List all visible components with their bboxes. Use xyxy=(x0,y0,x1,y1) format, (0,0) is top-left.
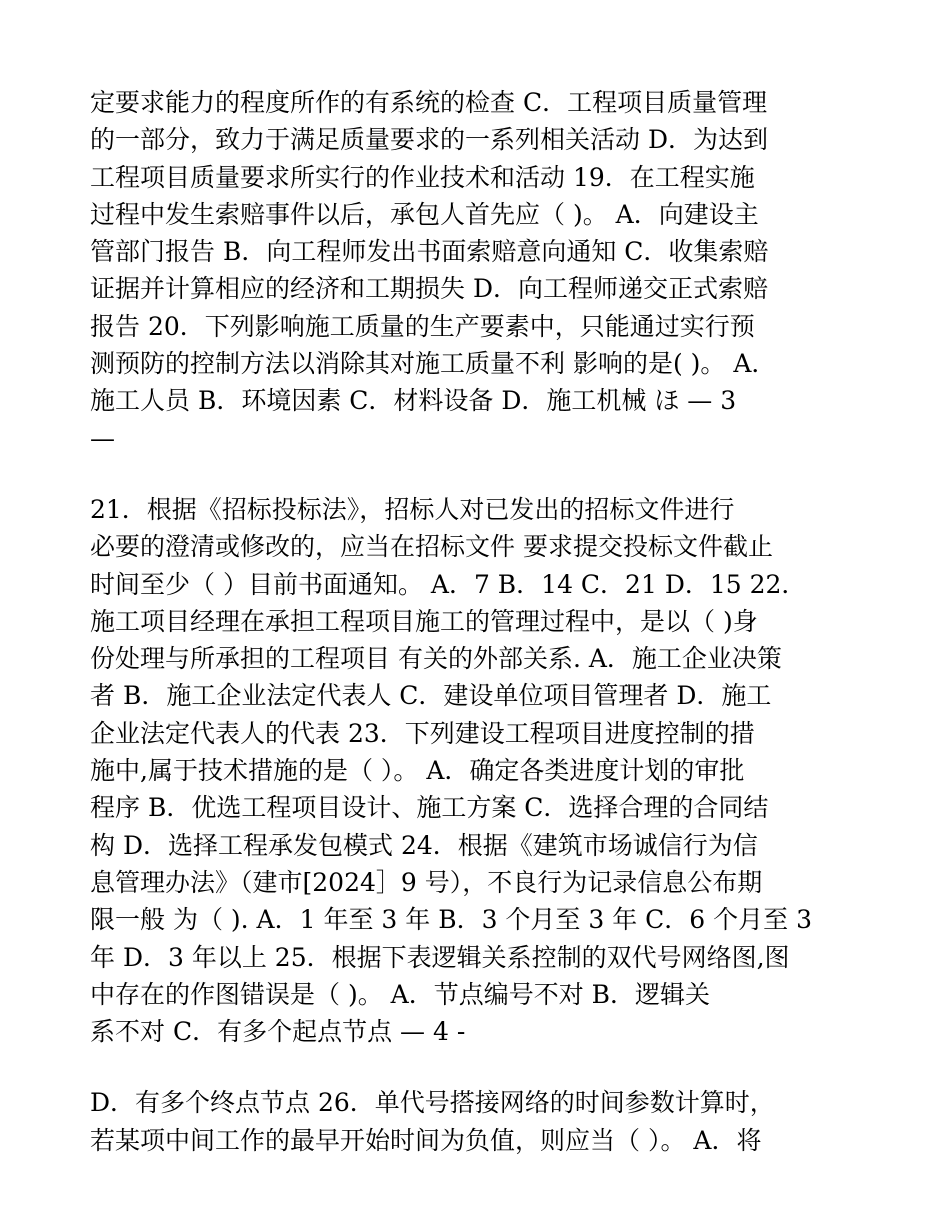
text-line: 过程中发生索赔事件以后，承包人首先应（ )。 A．向建设主 xyxy=(90,199,759,229)
text-line: 工程项目质量要求所实行的作业技术和活动 19．在工程实施 xyxy=(90,162,755,192)
text-block-1 xyxy=(90,84,870,457)
paragraph-gap xyxy=(90,457,870,491)
text-line: 21．根据《招标投标法》，招标人对已发出的招标文件进行 xyxy=(90,494,735,524)
text-line: D．有多个终点节点 26．单代号搭接网络的时间参数计算时， xyxy=(90,1088,775,1118)
text-line: 份处理与所承担的工程项目 有关的外部关系. A．施工企业决策 xyxy=(90,644,782,674)
text-block-3 xyxy=(90,1084,870,1159)
text-line: 时间至少（ ）目前书面通知。 A．7 B．14 C．21 D．15 22． xyxy=(90,569,807,599)
paragraph-gap xyxy=(90,1050,870,1084)
text-line: 报告 20．下列影响施工质量的生产要素中，只能通过实行预 xyxy=(90,311,755,341)
page-number-footer: — xyxy=(90,423,115,453)
text-line: 构 D．选择工程承发包模式 24．根据《建筑市场诚信行为信 xyxy=(90,830,758,860)
text-line: 管部门报告 B．向工程师发出书面索赔意向通知 C．收集索赔 xyxy=(90,237,769,267)
text-line: 系不对 C．有多个起点节点 — 4 - xyxy=(90,1017,466,1047)
text-line: 者 B．施工企业法定代表人 C．建设单位项目管理者 D．施工 xyxy=(90,681,772,711)
text-line: 定要求能力的程度所作的有系统的检查 C．工程项目质量管理 xyxy=(90,88,768,117)
text-line: 企业法定代表人的代表 23．下列建设工程项目进度控制的措 xyxy=(90,718,755,748)
document-page xyxy=(90,84,870,1159)
text-line: 施工项目经理在承担工程项目施工的管理过程中，是以（ )身 xyxy=(90,606,758,636)
text-line: 中存在的作图错误是（ )。 A．节点编号不对 B．逻辑关 xyxy=(90,979,711,1009)
text-line: 限一般 为（ ). A．1 年至 3 年 B．3 个月至 3 年 C．6 个月至 3 xyxy=(90,905,812,935)
text-line: 施中,属于技术措施的是（ ）。 A．确定各类进度计划的审批 xyxy=(90,756,745,786)
text-line: 的一部分，致力于满足质量要求的一系列相关活动 D．为达到 xyxy=(90,125,768,155)
text-block-2 xyxy=(90,491,870,1050)
text-line: 必要的澄清或修改的，应当在招标文件 要求提交投标文件截止 xyxy=(90,532,773,562)
text-line: 若某项中间工作的最早开始时间为负值，则应当（ ）。 A．将 xyxy=(90,1125,762,1155)
text-line: 程序 B．优选工程项目设计、施工方案 C．选择合理的合同结 xyxy=(90,793,769,823)
text-line: 息管理办法》（建市[2024］9 号），不良行为记录信息公布期 xyxy=(90,867,763,897)
text-line: 施工人员 B．环境因素 C．材料设备 D．施工机械 ほ — 3 xyxy=(90,386,737,416)
text-line: 证据并计算相应的经济和工期损失 D．向工程师递交正式索赔 xyxy=(90,274,768,304)
text-line: 年 D．3 年以上 25．根据下表逻辑关系控制的双代号网络图,图 xyxy=(90,942,790,972)
text-line: 测预防的控制方法以消除其对施工质量不利 影响的是( )。 A． xyxy=(90,349,777,379)
